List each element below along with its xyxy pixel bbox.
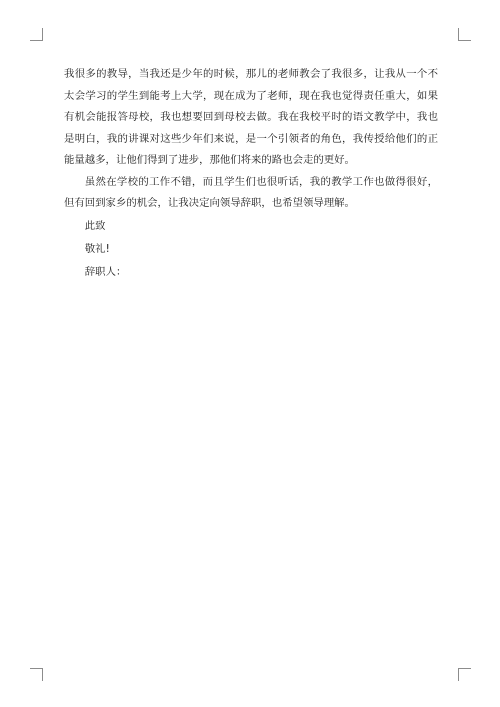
signature-label: 辞职人： [84, 265, 127, 278]
document-body [64, 64, 438, 284]
closing-salutation: 此致 [84, 219, 106, 232]
page-corner-mark-top-right [458, 28, 471, 41]
closing-regards: 敬礼! [84, 242, 110, 255]
page-corner-mark-bottom-left [30, 668, 43, 681]
page-corner-mark-top-left [30, 28, 43, 41]
body-paragraph-1: 我很多的教导，当我还是少年的时候，那儿的老师教会了我很多，让我从一个不太会学习的学生到能考上大学，现在成为了老师，现在我也觉得责任重大，如果有机会能报答母校，我也想要回到母校去做。我在我校平时的语文教学中，我也是明白，我的讲课对这些少年们来说，是一个引领者的角色，我传授给他们的正能量越多，让他们得到了进步，那他们将来的路也会走的更好。 [64, 68, 438, 166]
page-corner-mark-bottom-right [458, 668, 471, 681]
body-paragraph-2: 虽然在学校的工作不错，而且学生们也很听话，我的教学工作也做得很好，但有回到家乡的机会，让我决定向领导辞职，也希望领导理解。 [64, 175, 438, 209]
